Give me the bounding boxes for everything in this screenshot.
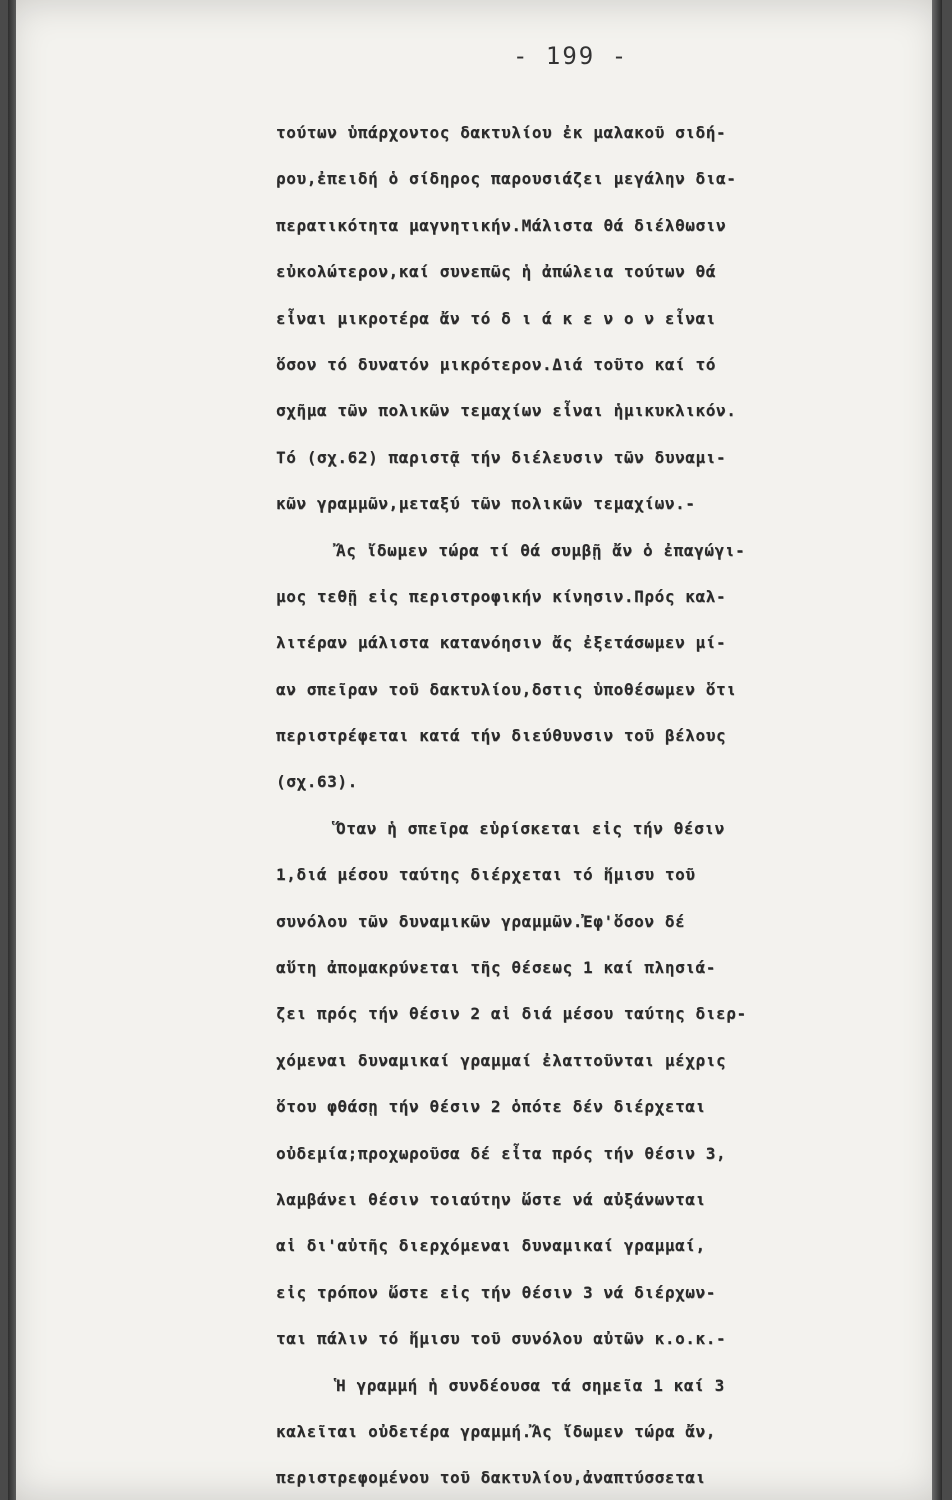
- page-right-edge: [932, 0, 942, 1500]
- text-line: ὅσον τό δυνατόν μικρότερον.Διά τοῦτο καί τό: [276, 354, 717, 374]
- text-line: εἶναι μικροτέρα ἄν τό δ ι ά κ ε ν ο ν εἶναι: [276, 308, 717, 328]
- page-number: - 199 -: [513, 42, 629, 70]
- body-text: [276, 110, 886, 1500]
- text-line: μος τεθῇ εἰς περιστροφικήν κίνησιν.Πρός καλ-: [276, 586, 727, 606]
- page-left-edge: [8, 0, 16, 1500]
- document-page: [8, 0, 942, 1500]
- text-line: Ἄς ἴδωμεν τώρα τί θά συμβῇ ἄν ὁ ἐπαγώγι-: [336, 540, 746, 560]
- text-line: εἰς τρόπον ὥστε εἰς τήν θέσιν 3 νά διέρχων-: [276, 1282, 717, 1302]
- text-line: λαμβάνει θέσιν τοιαύτην ὥστε νά αὐξάνωνται: [276, 1189, 706, 1209]
- text-line: ὅτου φθάσῃ τήν θέσιν 2 ὁπότε δέν διέρχεται: [276, 1097, 706, 1117]
- text-line: κῶν γραμμῶν,μεταξύ τῶν πολικῶν τεμαχίων.-: [276, 494, 696, 514]
- text-line: καλεῖται οὐδετέρα γραμμή.Ἄς ἴδωμεν τώρα ἄν,: [276, 1421, 717, 1441]
- text-line: χόμεναι δυναμικαί γραμμαί ἐλαττοῦνται μέχρις: [276, 1050, 727, 1070]
- text-line: περιστρέφεται κατά τήν διεύθυνσιν τοῦ βέλους: [276, 726, 727, 746]
- text-line: οὐδεμία;προχωροῦσα δέ εἶτα πρός τήν θέσιν 3,: [276, 1143, 727, 1163]
- text-line: ρου,ἐπειδή ὁ σίδηρος παρουσιάζει μεγάλην δια-: [276, 169, 737, 189]
- text-line: (σχ.63).: [276, 772, 358, 792]
- text-line: ζει πρός τήν θέσιν 2 αἱ διά μέσου ταύτης διερ-: [276, 1004, 747, 1024]
- text-line: λιτέραν μάλιστα κατανόησιν ἄς ἐξετάσωμεν μί-: [276, 633, 727, 653]
- text-line: περατικότητα μαγνητικήν.Μάλιστα θά διέλθωσιν: [276, 215, 727, 235]
- text-line: αἱ δι'αὐτῆς διερχόμεναι δυναμικαί γραμμαί,: [276, 1236, 706, 1256]
- text-line: συνόλου τῶν δυναμικῶν γραμμῶν.Ἐφ'ὅσον δέ: [276, 911, 686, 931]
- text-line: τούτων ὑπάρχοντος δακτυλίου ἐκ μαλακοῦ σιδή-: [276, 123, 727, 142]
- text-line: Ἡ γραμμή ἡ συνδέουσα τά σημεῖα 1 καί 3: [336, 1375, 725, 1395]
- text-line: αὕτη ἀπομακρύνεται τῆς θέσεως 1 καί πλησιά-: [276, 958, 717, 978]
- text-line: Ὅταν ἡ σπεῖρα εὑρίσκεται εἰς τήν θέσιν: [336, 818, 725, 838]
- text-line: αν σπεῖραν τοῦ δακτυλίου,δστις ὑποθέσωμεν ὅτι: [276, 679, 737, 699]
- text-line: Τό (σχ.62) παριστᾷ τήν διέλευσιν τῶν δυναμι-: [276, 447, 727, 467]
- text-line: περιστρεφομένου τοῦ δακτυλίου,ἀναπτύσσεται: [276, 1468, 706, 1488]
- text-line: ται πάλιν τό ἥμισυ τοῦ συνόλου αὐτῶν κ.ο.κ.-: [276, 1329, 727, 1349]
- text-line: 1,διά μέσου ταύτης διέρχεται τό ἥμισυ τοῦ: [276, 865, 696, 885]
- text-line: σχῆμα τῶν πολικῶν τεμαχίων εἶναι ἡμικυκλικόν.: [276, 401, 737, 421]
- text-line: εὐκολώτερον,καί συνεπῶς ἡ ἀπώλεια τούτων θά: [276, 262, 717, 282]
